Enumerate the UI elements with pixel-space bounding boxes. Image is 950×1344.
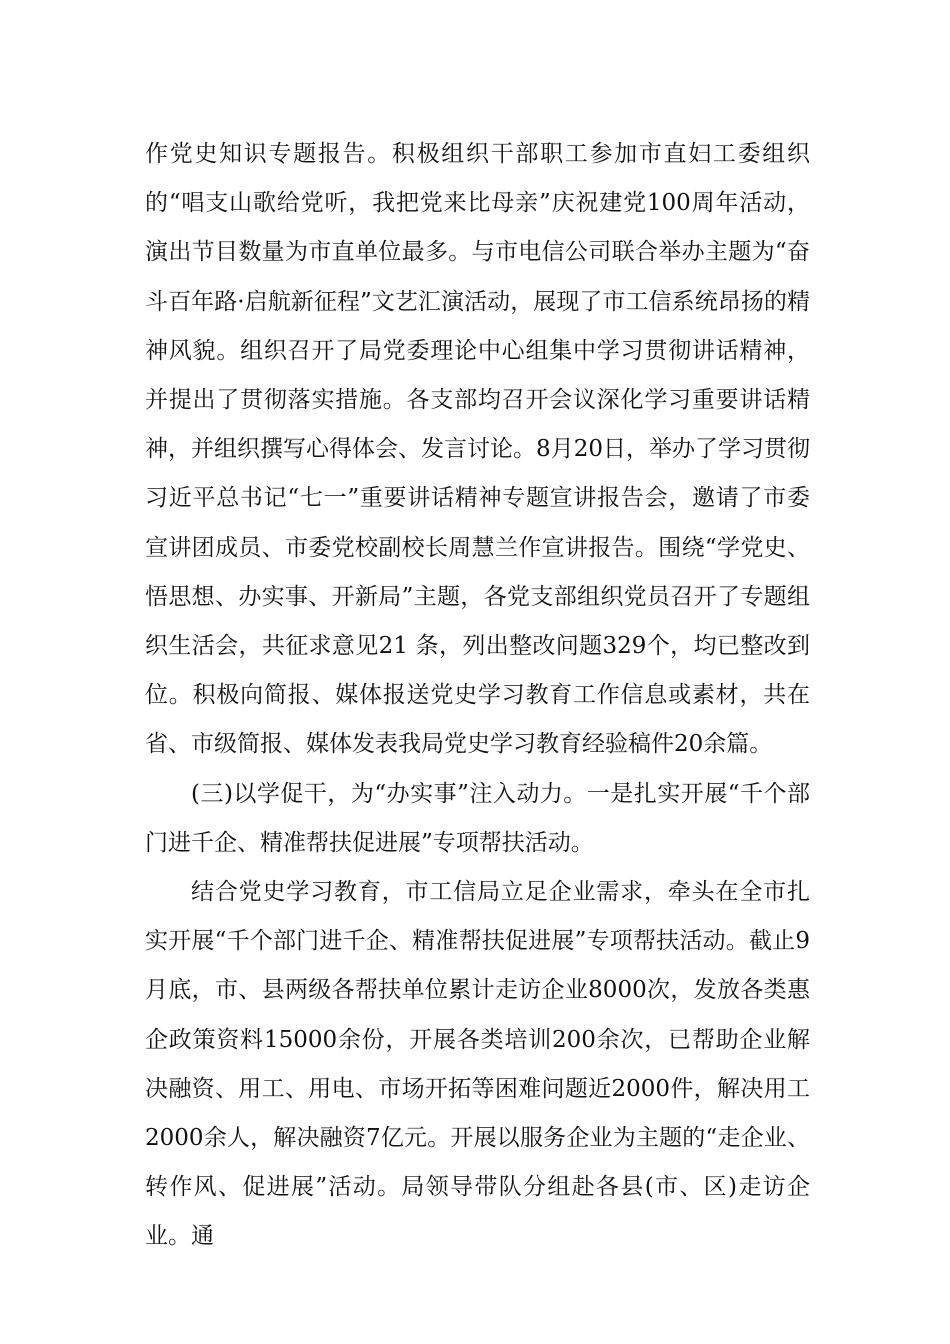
paragraph-enterprise-assistance: 结合党史学习教育，市工信局立足企业需求，牵头在全市扎实开展“千个部门进千企、精准帮扶促进展”专项帮扶活动。截止9月底，市、县两级各帮扶单位累计走访企业8000次，发放各类惠企政策资料15000余份，开展各类培训200余次，已帮助企业解决融资、用工、用电、市场开拓等困难问题近2000件，解决用工2000余人，解决融资7亿元。开展以服务企业为主题的“走企业、转作风、促进展”活动。局领导带队分组赴各县(市、区)走访企业。通 <box>145 879 810 1250</box>
paragraph-section-three-heading: (三)以学促干，为“办实事”注入动力。一是扎实开展“千个部门进千企、精准帮扶促进展”专项帮扶活动。 <box>145 780 810 856</box>
document-body <box>145 130 810 1262</box>
paragraph-party-history-activities: 作党史知识专题报告。积极组织干部职工参加市直妇工委组织的“唱支山歌给党听，我把党来比母亲”庆祝建党100周年活动，演出节目数量为市直单位最多。与市电信公司联合举办主题为“奋斗百年路·启航新征程”文艺汇演活动，展现了市工信系统昂扬的精神风貌。组织召开了局党委理论中心组集中学习贯彻讲话精神，并提出了贯彻落实措施。各支部均召开会议深化学习重要讲话精神，并组织撰写心得体会、发言讨论。8月20日，举办了学习贯彻习近平总书记“七一”重要讲话精神专题宣讲报告会，邀请了市委宣讲团成员、市委党校副校长周慧兰作宣讲报告。围绕“学党史、悟思想、办实事、开新局”主题，各党支部组织党员召开了专题组织生活会，共征求意见21 条，列出整改问题329个，均已整改到位。积极向简报、媒体报送党史学习教育工作信息或素材，共在省、市级简报、媒体发表我局党史学习教育经验稿件20余篇。 <box>145 141 810 758</box>
